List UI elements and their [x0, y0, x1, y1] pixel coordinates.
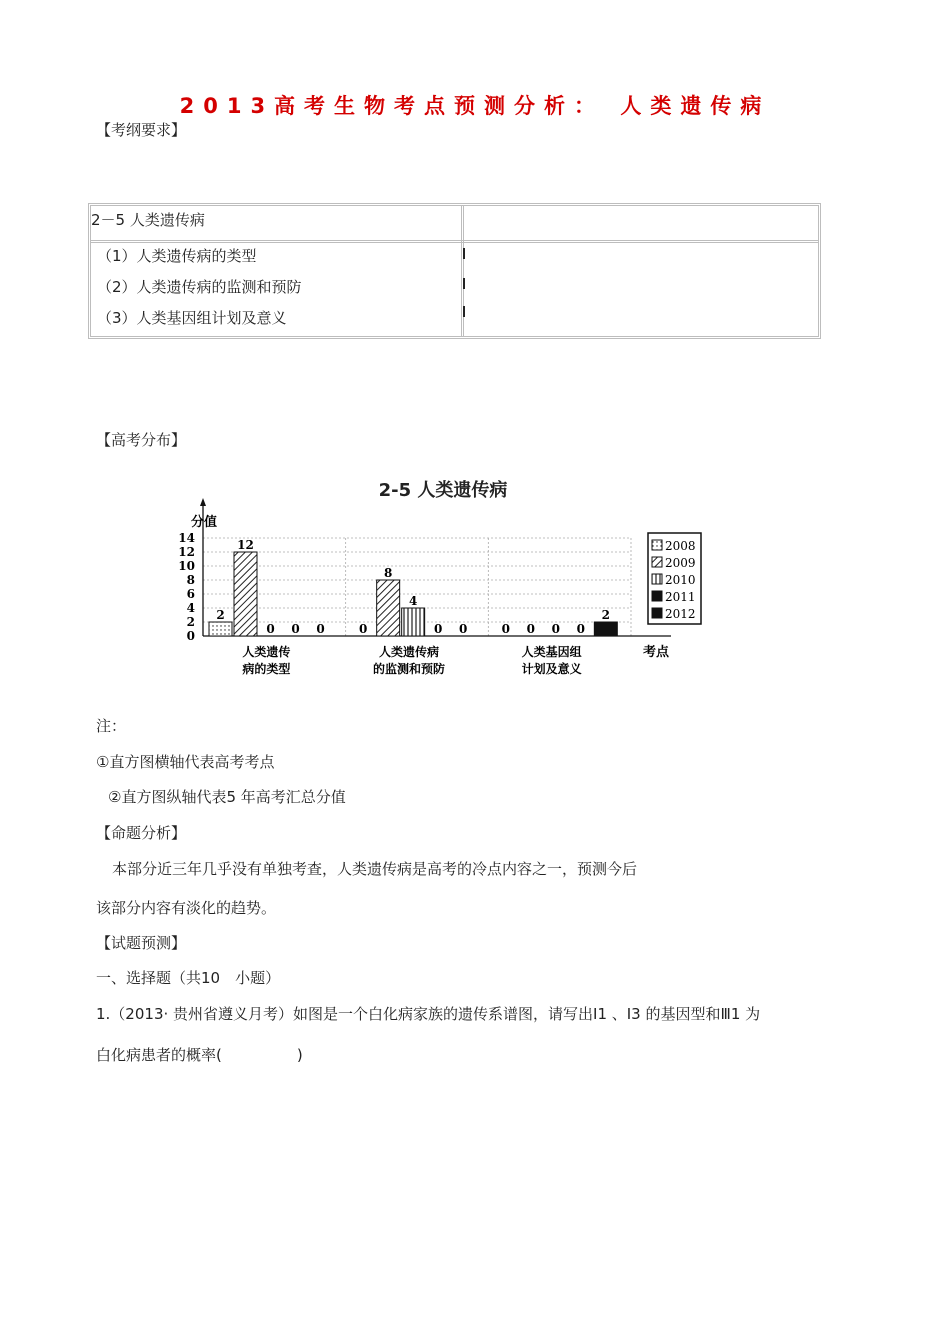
y-tick-label: 14 — [178, 531, 195, 545]
score-chart — [163, 464, 723, 688]
page-title: 2013高考生物考点预测分析： 人类遗传病 — [179, 94, 771, 118]
y-tick-label: 0 — [186, 629, 195, 643]
table-divider-horizontal — [91, 240, 818, 243]
notes-label: 注： — [96, 717, 127, 735]
legend-swatch — [652, 574, 662, 584]
y-tick-label: 2 — [186, 615, 195, 629]
data-label: 12 — [237, 538, 254, 552]
note-2: ②直方图纵轴代表5 年高考汇总分值 — [108, 788, 346, 806]
prediction-heading: 【试题预测】 — [96, 934, 187, 952]
y-tick-label: 12 — [178, 545, 195, 559]
x-tick-label: 计划及意义 — [521, 662, 582, 676]
chart-svg — [163, 464, 723, 688]
bar — [234, 552, 257, 636]
legend-swatch — [652, 540, 662, 550]
question-1-line-1: 1.（2013· 贵州省遵义月考）如图是一个白化病家族的遗传系谱图，请写出Ⅰ1 、Ⅰ3 的基因型和Ⅲ1 为 — [96, 1005, 761, 1023]
y-axis-label: 分值 — [191, 515, 218, 530]
table-item-3: （3）人类基因组计划及意义 — [97, 309, 287, 327]
x-tick-label: 人类基因组 — [521, 645, 582, 659]
data-label: 2 — [601, 608, 611, 622]
data-label: 2 — [216, 608, 225, 622]
legend-label: 2010 — [665, 573, 696, 587]
chart-title: 2-5 人类遗传病 — [378, 480, 508, 501]
table-item-2: （2）人类遗传病的监测和预防 — [97, 278, 302, 296]
table-header-left: 2－5 人类遗传病 — [91, 211, 205, 229]
bar — [377, 580, 400, 636]
data-label: 0 — [316, 622, 325, 636]
analysis-line-2: 该部分内容有淡化的趋势。 — [96, 899, 277, 917]
legend-swatch — [652, 557, 662, 567]
legend-swatch — [652, 608, 662, 618]
y-tick-label: 6 — [186, 587, 195, 601]
bar — [594, 622, 617, 636]
data-label: 8 — [383, 566, 393, 580]
syllabus-table — [88, 203, 821, 339]
data-label: 0 — [458, 622, 468, 636]
data-label: 0 — [576, 622, 586, 636]
table-mark-1 — [463, 248, 465, 259]
y-tick-label: 4 — [186, 601, 195, 615]
analysis-heading: 【命题分析】 — [96, 824, 187, 842]
legend-label: 2011 — [665, 590, 696, 604]
y-axis-arrow — [200, 498, 206, 506]
table-mark-3 — [463, 306, 465, 317]
data-label: 0 — [433, 622, 443, 636]
bar — [402, 608, 425, 636]
syllabus-heading: 【考纲要求】 — [96, 121, 187, 139]
data-label: 0 — [266, 622, 275, 636]
note-1: ①直方图横轴代表高考考点 — [96, 753, 275, 771]
x-tick-label: 人类遗传病 — [378, 645, 440, 659]
y-tick-label: 8 — [186, 573, 195, 587]
section-choice: 一、选择题（共10 小题） — [96, 969, 281, 987]
legend-swatch — [652, 591, 662, 601]
x-tick-label: 的监测和预防 — [372, 662, 446, 676]
table-mark-2 — [463, 278, 465, 289]
x-tick-label: 病的类型 — [242, 662, 291, 676]
x-tick-label: 人类遗传 — [242, 645, 291, 659]
distribution-heading: 【高考分布】 — [96, 431, 187, 449]
legend-label: 2012 — [665, 607, 696, 621]
table-item-1: （1）人类遗传病的类型 — [97, 247, 257, 265]
data-label: 0 — [551, 622, 561, 636]
legend-label: 2009 — [665, 556, 696, 570]
analysis-line-1: 本部分近三年几乎没有单独考查，人类遗传病是高考的冷点内容之一，预测今后 — [112, 860, 638, 878]
x-axis-label: 考点 — [643, 645, 670, 660]
legend-label: 2008 — [665, 539, 696, 553]
data-label: 0 — [291, 622, 300, 636]
y-tick-label: 10 — [178, 559, 195, 573]
data-label: 0 — [501, 622, 511, 636]
question-1-line-2: 白化病患者的概率( ) — [96, 1046, 303, 1064]
data-label: 0 — [358, 622, 368, 636]
bar — [209, 622, 232, 636]
data-label: 4 — [408, 594, 418, 608]
data-label: 0 — [526, 622, 536, 636]
